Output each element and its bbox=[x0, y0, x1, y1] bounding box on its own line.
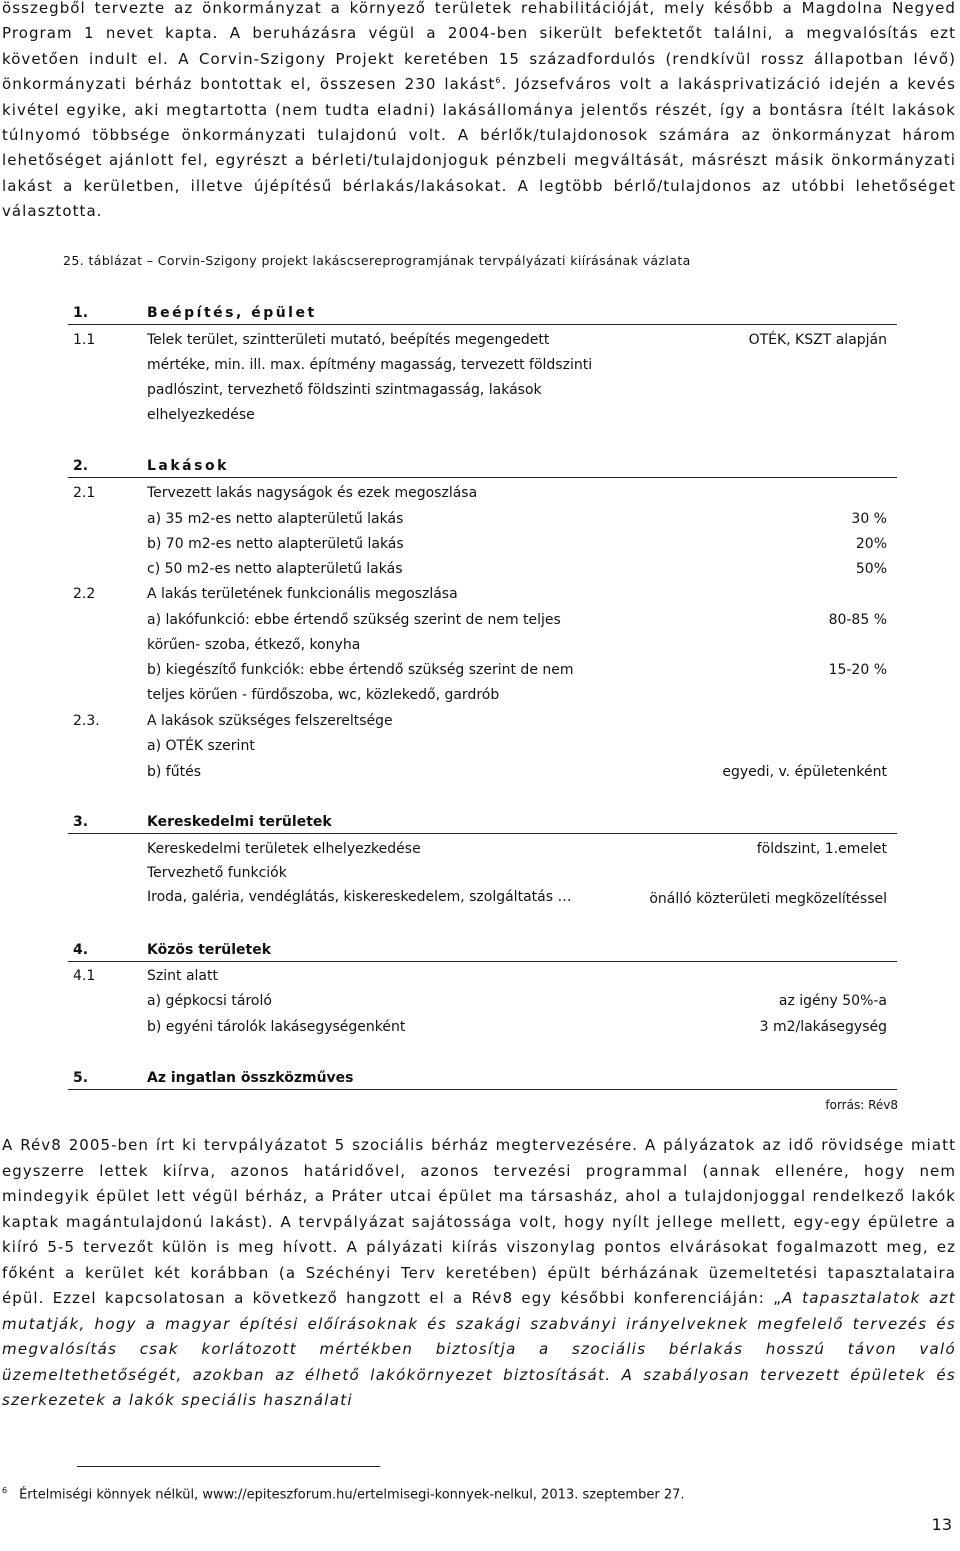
section-5-number: 5. bbox=[73, 1070, 89, 1086]
footnote-ref[interactable]: 6 bbox=[495, 76, 502, 86]
row-3-b-label: Tervezhető funkciók bbox=[147, 865, 287, 881]
row-1-1-line-2: mértéke, min. ill. max. építmény magasság, tervezett földszinti bbox=[147, 357, 593, 373]
row-2-1-c-value: 50% bbox=[855, 561, 887, 577]
row-2-1-label: Tervezett lakás nagyságok és ezek megoszlása bbox=[147, 485, 478, 501]
row-4-1-b-label: b) egyéni tárolók lakásegységenként bbox=[147, 1019, 406, 1035]
row-3-c-label: Iroda, galéria, vendéglátás, kiskereskedelem, szolgáltatás … bbox=[147, 889, 572, 905]
section-3-number: 3. bbox=[73, 814, 89, 830]
section-5-rule bbox=[68, 1089, 897, 1090]
intro-text-2: A beruházásra végül a 2004-ben sikerült befektetőt találni, a megvalósítás ezt követően indult el. A Corvin-Szigony Projekt keretében 15 századfordulós (rendkívül rossz állapotban lévő) önkormányzati bérház bontottak el, összesen 230 lakást bbox=[2, 24, 957, 94]
outro-paragraph bbox=[2, 1133, 956, 1414]
row-2-1-b-value: 20% bbox=[855, 536, 887, 552]
row-2-1-a-label: a) 35 m2-es netto alapterületű lakás bbox=[147, 511, 404, 527]
row-2-2-number: 2.2 bbox=[73, 586, 96, 602]
intro-line-1: összegből tervezte az önkormányzat a környező területek rehabilitációját, mely később a Magdolna Negyed Program 1 nevet kapta. bbox=[2, 0, 956, 43]
outro-quote: A tapasztalatok azt mutatják, hogy a magyar építési előírásoknak és szakági szabványi irányelveknek megfelelő tervezés és megvalósítás csak korlátozott mértékben biztosítja a szociális bérlakás hosszú távon való üzemeltethetőségét, azokban az élhető lakókörnyezet biztosítását. A szabályosan tervezett épületek és szerkezetek a lakók speciális használati bbox=[2, 1289, 956, 1409]
row-4-1-a-label: a) gépkocsi tároló bbox=[147, 993, 272, 1009]
footnote-text: Értelmiségi könnyek nélkül, www://epiteszforum.hu/ertelmisegi-konnyek-nelkul, 2013. szeptember 27. bbox=[19, 1487, 685, 1503]
row-2-2-a-line-1: a) lakófunkció: ebbe értendő szükség szerint de nem teljes bbox=[147, 612, 561, 628]
section-4-rule bbox=[68, 961, 897, 962]
row-3-c-value: önálló közterületi megközelítéssel bbox=[649, 891, 887, 907]
row-2-1-b-label: b) 70 m2-es netto alapterületű lakás bbox=[147, 536, 404, 552]
row-4-1-number: 4.1 bbox=[73, 968, 96, 984]
row-2-1-a-value: 30 % bbox=[851, 511, 887, 527]
row-2-3-label: A lakások szükséges felszereltsége bbox=[147, 713, 393, 729]
outro-text: A Rév8 2005-ben írt ki tervpályázatot 5 szociális bérház megtervezésére. A pályázatok az idő rövidsége miatt egyszerre lettek kiírva, azonos határidővel, azonos tervezési programmal (annak ellenére, hogy nem mindegyik épület lett végül bérház, a Práter utcai épület ma társasház, ahol a tulajdonjoggal rendelkező lakók kaptak magántulajdonú lakást). A tervpályázat sajátossága volt, hogy nyílt jellege mellett, egy-egy épületre a kiíró 5-5 tervezőt külön is meg hívott. A pályázati kiírás viszonylag pontos elvárásokat fogalmazott meg, ez főként a kerület két korábban (a Széchényi Terv keretében) épült bérházának üzemeltetési tapasztalataira épül. Ezzel kapcsolatosan a következő hangzott el a Rév8 egy későbbi konferenciáján: „ bbox=[2, 1136, 956, 1307]
section-4-title: Közös területek bbox=[147, 942, 272, 958]
row-1-1-line-4: elhelyezkedése bbox=[147, 407, 255, 423]
row-3-a-label: Kereskedelmi területek elhelyezkedése bbox=[147, 841, 421, 857]
row-1-1-number: 1.1 bbox=[73, 332, 96, 348]
section-1-number: 1. bbox=[73, 305, 89, 321]
footnote bbox=[2, 1486, 685, 1502]
row-2-1-c-label: c) 50 m2-es netto alapterületű lakás bbox=[147, 561, 403, 577]
row-2-1-number: 2.1 bbox=[73, 485, 96, 501]
row-2-2-b-line-2: teljes körűen - fürdőszoba, wc, közlekedő, gardrób bbox=[147, 687, 500, 703]
section-2-title: Lakások bbox=[147, 458, 229, 474]
row-4-1-b-value: 3 m2/lakásegység bbox=[759, 1019, 887, 1035]
intro-paragraph bbox=[2, 0, 956, 225]
section-1-rule bbox=[68, 324, 897, 325]
section-3-title: Kereskedelmi területek bbox=[147, 814, 332, 830]
row-4-1-a-value: az igény 50%-a bbox=[778, 993, 887, 1009]
row-1-1-line-1: Telek terület, szintterületi mutató, beépítés megengedett bbox=[147, 332, 550, 348]
section-3-rule bbox=[68, 833, 897, 834]
page-number: 13 bbox=[931, 1515, 952, 1534]
row-2-2-a-line-2: körűen- szoba, étkező, konyha bbox=[147, 637, 361, 653]
row-2-2-b-value: 15-20 % bbox=[828, 662, 887, 678]
section-4-number: 4. bbox=[73, 942, 89, 958]
section-5-title: Az ingatlan összközműves bbox=[147, 1070, 354, 1086]
footnote-mark: 6 bbox=[2, 1486, 8, 1495]
section-2-rule bbox=[68, 477, 897, 478]
table-source: forrás: Rév8 bbox=[825, 1098, 898, 1112]
row-2-2-label: A lakás területének funkcionális megoszlása bbox=[147, 586, 458, 602]
row-3-a-value: földszint, 1.emelet bbox=[756, 841, 887, 857]
section-2-number: 2. bbox=[73, 458, 89, 474]
row-1-1-line-3: padlószint, tervezhető földszinti szintmagasság, lakások bbox=[147, 382, 542, 398]
row-2-3-b-value: egyedi, v. épületenként bbox=[722, 764, 887, 780]
row-2-3-b-label: b) fűtés bbox=[147, 764, 201, 780]
row-2-3-a-label: a) OTÉK szerint bbox=[147, 738, 255, 754]
row-2-2-a-value: 80-85 % bbox=[828, 612, 887, 628]
row-2-3-number: 2.3. bbox=[73, 713, 100, 729]
table-caption: 25. táblázat – Corvin-Szigony projekt lakáscsereprogramjának tervpályázati kiírásának vázlata bbox=[63, 253, 691, 268]
row-4-1-label: Szint alatt bbox=[147, 968, 218, 984]
footnote-separator bbox=[77, 1466, 380, 1467]
section-1-title: Beépítés, épület bbox=[147, 305, 317, 321]
intro-text-3: . Józsefváros volt a lakásprivatizáció idején a kevés kivétel egyike, aki megtartotta (nem tudta eladni) lakásállománya jelentős részét, így a bontásra ítélt lakások túlnyomó többsége önkormányzati tulajdonú volt. A bérlők/tulajdonosok számára az önkormányzat három lehetőséget ajánlott fel, egyrészt a bérleti/tulajdonjoguk pénzbeli megváltását, másrészt másik önkormányzati lakást a kerületben, illetve újépítésű bérlakás/lakásokat. A legtöbb bérlő/tulajdonos az utóbbi lehetőséget választotta. bbox=[2, 75, 956, 221]
row-2-2-b-line-1: b) kiegészítő funkciók: ebbe értendő szükség szerint de nem bbox=[147, 662, 574, 678]
row-1-1-value: OTÉK, KSZT alapján bbox=[748, 332, 887, 348]
